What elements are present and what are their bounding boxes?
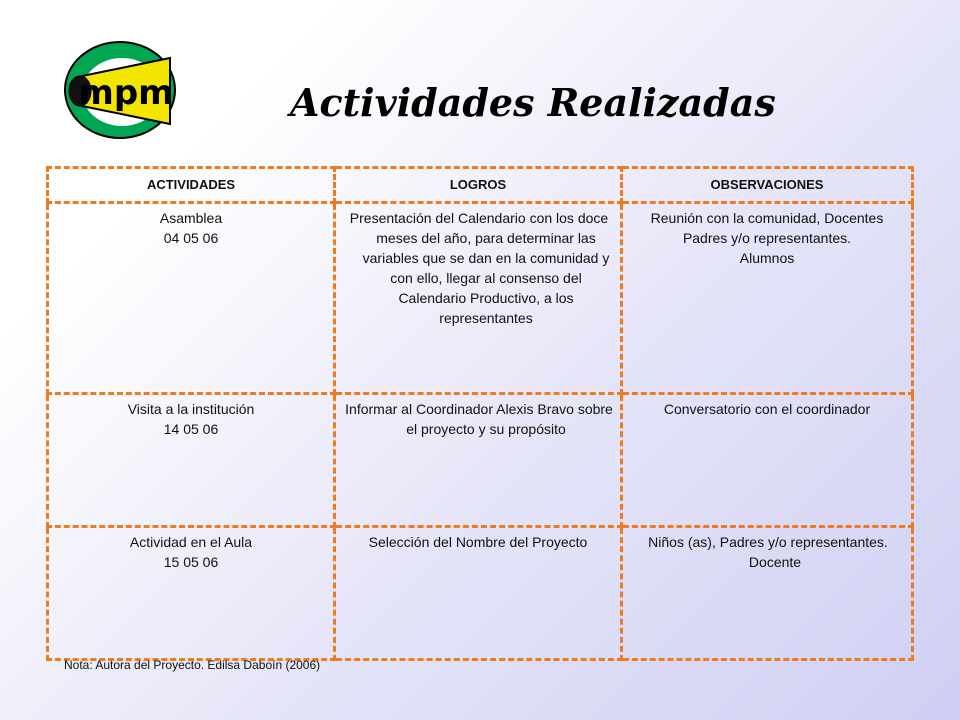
- actividad-name: Actividad en el Aula: [129, 534, 253, 550]
- actividad-name: Visita a la institución: [127, 401, 255, 417]
- table-row: [48, 527, 913, 660]
- column-header-actividades: ACTIVIDADES: [48, 168, 335, 203]
- actividad-cell: [48, 527, 335, 660]
- footer-note: Nota: Autora del Proyecto. Edilsa Daboín (2006): [64, 658, 321, 672]
- observaciones-cell: [622, 203, 913, 394]
- mpm-logo: [58, 40, 178, 140]
- column-header-logros: LOGROS: [335, 168, 622, 203]
- table-header-row: [48, 168, 913, 203]
- observacion-line: Padres y/o representantes.: [682, 230, 852, 246]
- actividad-name: Asamblea: [159, 210, 223, 226]
- actividad-date: 15 05 06: [163, 554, 219, 570]
- observaciones-cell: [622, 527, 913, 660]
- page-title: Actividades Realizadas: [290, 80, 776, 125]
- table-row: [48, 203, 913, 394]
- actividad-date: 04 05 06: [163, 230, 219, 246]
- observacion-line: Conversatorio con el coordinador: [663, 401, 871, 417]
- logros-cell: Presentación del Calendario con los doce meses del año, para determinar las variables que se dan en la comunidad y con ello, llegar al consenso del Calendario Productivo, a los representantes: [335, 203, 622, 394]
- activities-table: [46, 166, 914, 661]
- actividad-date: 14 05 06: [163, 421, 219, 437]
- observaciones-cell: [622, 394, 913, 527]
- logros-cell: Informar al Coordinador Alexis Bravo sobre el proyecto y su propósito: [335, 394, 622, 527]
- actividad-cell: [48, 203, 335, 394]
- table-row: [48, 394, 913, 527]
- column-header-observaciones: OBSERVACIONES: [622, 168, 913, 203]
- observacion-line: Alumnos: [739, 250, 795, 266]
- observacion-line: Niños (as), Padres y/o representantes. Docente: [648, 534, 888, 570]
- observacion-line: Reunión con la comunidad, Docentes: [650, 210, 884, 226]
- logros-cell: Selección del Nombre del Proyecto: [335, 527, 622, 660]
- logo-text: mpm: [78, 73, 174, 113]
- actividad-cell: [48, 394, 335, 527]
